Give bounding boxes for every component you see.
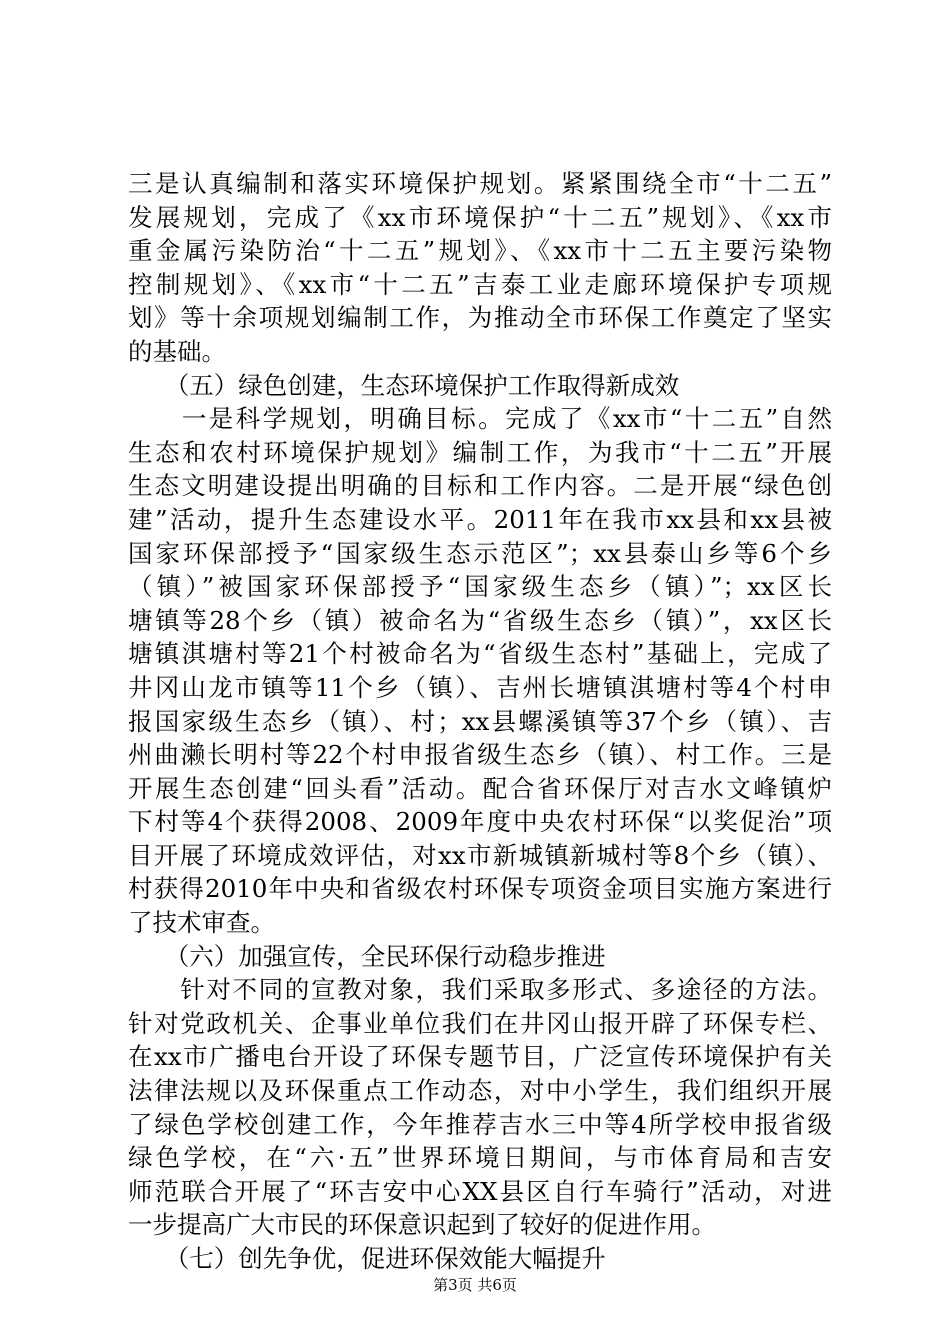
text-line: （镇）”被国家环保部授予“国家级生态乡（镇）”；xx区长 [128,572,832,602]
text-line: 针对不同的宣教对象，我们采取多形式、多途径的方法。 [128,975,832,1005]
text-line: 生态和农村环境保护规划》编制工作，为我市“十二五”开展 [128,437,832,467]
text-line: 了绿色学校创建工作，今年推荐吉水三中等4所学校申报省级 [128,1109,832,1139]
text-line: 国家环保部授予“国家级生态示范区”；xx县泰山乡等6个乡 [128,538,832,568]
text-line: 的基础。 [128,336,226,366]
text-line: （六）加强宣传，全民环保行动稳步推进 [128,941,606,971]
text-line: 法律法规以及环保重点工作动态，对中小学生，我们组织开展 [128,1076,832,1106]
text-line: 师范联合开展了“环吉安中心XX县区自行车骑行”活动，对进 [128,1176,832,1206]
text-line: 州曲濑长明村等22个村申报省级生态乡（镇）、村工作。三是 [128,740,832,770]
text-line: 重金属污染防治“十二五”规划》、《xx市十二五主要污染物 [128,236,832,266]
text-line: （七）创先争优，促进环保效能大幅提升 [128,1244,606,1273]
document-body [128,167,832,1276]
page-footer: 第3页 共6页 [433,1276,517,1294]
text-line: 在xx市广播电台开设了环保专题节目，广泛宣传环境保护有关 [128,1042,832,1072]
text-line: 建”活动，提升生态建设水平。2011年在我市xx县和xx县被 [128,504,832,534]
text-line: 一是科学规划，明确目标。完成了《xx市“十二五”自然 [128,404,832,434]
text-line: 目开展了环境成效评估，对xx市新城镇新城村等8个乡（镇）、 [128,840,832,870]
text-line: 针对党政机关、企事业单位我们在井冈山报开辟了环保专栏、 [128,1008,832,1038]
text-line: 生态文明建设提出明确的目标和工作内容。二是开展“绿色创 [128,471,832,501]
text-line: 绿色学校，在“六·五”世界环境日期间，与市体育局和吉安 [128,1143,832,1173]
text-line: 塘镇等28个乡（镇）被命名为“省级生态乡（镇）”，xx区长 [128,605,832,635]
text-line: 开展生态创建“回头看”活动。配合省环保厅对吉水文峰镇炉 [128,773,832,803]
text-line: 了技术审查。 [128,908,275,938]
text-line: 三是认真编制和落实环境保护规划。紧紧围绕全市“十二五” [128,169,832,198]
text-line: 村获得2010年中央和省级农村环保专项资金项目实施方案进行 [128,874,832,904]
text-line: 塘镇淇塘村等21个村被命名为“省级生态村”基础上，完成了 [128,639,832,669]
text-line: 控制规划》、《xx市“十二五”吉泰工业走廊环境保护专项规 [128,269,832,299]
text-line: 发展规划，完成了《xx市环境保护“十二五”规划》、《xx市 [128,202,832,232]
text-line: 井冈山龙市镇等11个乡（镇）、吉州长塘镇淇塘村等4个村申 [128,672,832,702]
text-line: 划》等十余项规划编制工作，为推动全市环保工作奠定了坚实 [128,303,832,333]
text-line: （五）绿色创建，生态环境保护工作取得新成效 [128,370,680,400]
text-line: 一步提高广大市民的环保意识起到了较好的促进作用。 [128,1210,716,1240]
text-line: 报国家级生态乡（镇）、村；xx县螺溪镇等37个乡（镇）、吉 [128,706,832,736]
text-line: 下村等4个获得2008、2009年度中央农村环保“以奖促治”项 [128,807,832,837]
